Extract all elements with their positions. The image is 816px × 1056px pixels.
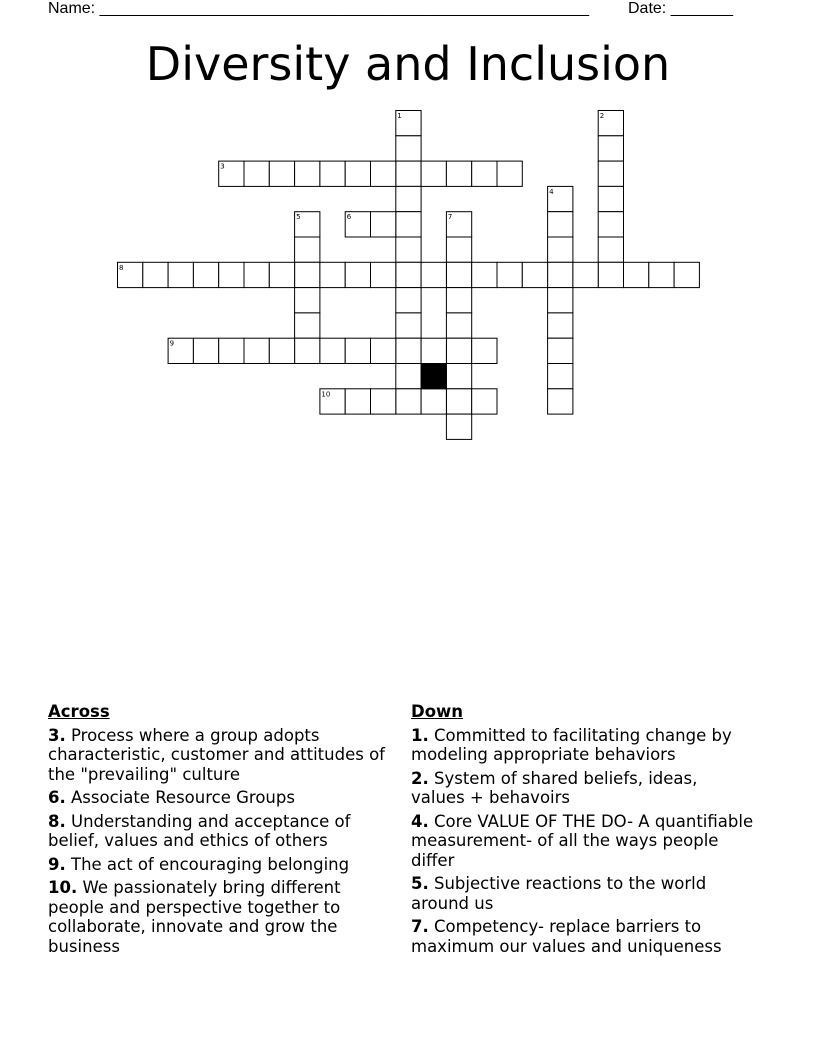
- grid-cell[interactable]: [219, 338, 244, 363]
- grid-cell[interactable]: [193, 338, 218, 363]
- grid-cell[interactable]: [446, 161, 471, 186]
- grid-cell[interactable]: [295, 237, 320, 262]
- clue-across-8: [48, 812, 398, 851]
- grid-cell[interactable]: [143, 262, 168, 287]
- grid-cell[interactable]: [472, 338, 497, 363]
- clue-number: 8.: [48, 811, 66, 831]
- grid-cell[interactable]: [573, 262, 598, 287]
- grid-cell[interactable]: [396, 364, 421, 389]
- grid-cell[interactable]: [548, 212, 573, 237]
- clue-across-9: [48, 855, 398, 875]
- grid-cell[interactable]: [371, 212, 396, 237]
- grid-cell[interactable]: [421, 338, 446, 363]
- crossword-grid: [0, 0, 816, 460]
- clue-number: 7.: [411, 917, 429, 936]
- grid-cell[interactable]: [244, 161, 269, 186]
- clue-text: System of shared beliefs, ideas, values + behavoirs: [411, 768, 698, 807]
- grid-cell[interactable]: [446, 313, 471, 338]
- grid-cell[interactable]: [497, 161, 522, 186]
- clue-number: 10.: [48, 878, 78, 897]
- clue-down-2: [411, 769, 756, 808]
- grid-cell[interactable]: [396, 313, 421, 338]
- grid-cell[interactable]: [624, 262, 649, 287]
- grid-number: 10: [321, 390, 331, 399]
- clue-text: Process where a group adopts characteristic, customer and attitudes of the "prevailing" culture: [48, 725, 385, 784]
- clue-down-7: [411, 917, 756, 956]
- grid-cell[interactable]: [396, 212, 421, 237]
- clue-text: Competency- replace barriers to maximum our values and uniqueness: [411, 917, 722, 956]
- grid-cell[interactable]: [446, 389, 471, 414]
- grid-cell[interactable]: [371, 161, 396, 186]
- grid-cell[interactable]: [295, 161, 320, 186]
- grid-number: 9: [169, 339, 175, 348]
- grid-cell[interactable]: [598, 237, 623, 262]
- name-field[interactable]: Name: _______________________________________________________: [48, 0, 589, 17]
- grid-cell[interactable]: [446, 262, 471, 287]
- clue-across-6: [48, 788, 398, 808]
- grid-cell[interactable]: [269, 338, 294, 363]
- grid-cell[interactable]: [244, 262, 269, 287]
- grid-cell[interactable]: [446, 364, 471, 389]
- grid-cell[interactable]: [320, 262, 345, 287]
- grid-cell[interactable]: [345, 338, 370, 363]
- clue-number: 5.: [411, 874, 429, 893]
- across-clues: [48, 702, 398, 960]
- grid-number: 3: [220, 162, 225, 171]
- grid-cell[interactable]: [371, 262, 396, 287]
- grid-cell[interactable]: [371, 389, 396, 414]
- grid-cell[interactable]: [269, 161, 294, 186]
- clue-text: Core VALUE OF THE DO- A quantifiable measurement- of all the ways people differ: [411, 811, 754, 870]
- grid-cell[interactable]: [244, 338, 269, 363]
- grid-cell[interactable]: [371, 338, 396, 363]
- clue-down-1: [411, 726, 756, 765]
- clue-across-3: [48, 726, 398, 785]
- grid-cell[interactable]: [168, 262, 193, 287]
- grid-cell[interactable]: [345, 389, 370, 414]
- grid-cell[interactable]: [421, 262, 446, 287]
- grid-cell[interactable]: [674, 262, 699, 287]
- clue-number: 9.: [48, 854, 66, 874]
- clue-number: 3.: [48, 725, 66, 745]
- grid-cell[interactable]: [396, 288, 421, 313]
- grid-cell[interactable]: [396, 237, 421, 262]
- clue-across-10: [48, 878, 398, 956]
- grid-number: 5: [296, 213, 301, 222]
- grid-cell[interactable]: [396, 136, 421, 161]
- grid-cell[interactable]: [396, 338, 421, 363]
- clue-text: We passionately bring different people and perspective together to collaborate, innovate and grow the business: [48, 878, 341, 956]
- page-title: Diversity and Inclusion: [145, 37, 671, 91]
- grid-cell[interactable]: [497, 262, 522, 287]
- grid-cell[interactable]: [269, 262, 294, 287]
- clue-number: 1.: [411, 725, 429, 745]
- grid-cell[interactable]: [295, 262, 320, 287]
- grid-cell[interactable]: [472, 389, 497, 414]
- grid-cell[interactable]: [396, 186, 421, 211]
- grid-cell[interactable]: [548, 262, 573, 287]
- grid-cell[interactable]: [598, 161, 623, 186]
- clue-number: 2.: [411, 768, 429, 788]
- grid-cell[interactable]: [295, 338, 320, 363]
- clue-text: Associate Resource Groups: [71, 788, 295, 807]
- grid-cell[interactable]: [345, 262, 370, 287]
- down-heading: Down: [411, 702, 464, 721]
- clue-number: 4.: [411, 811, 429, 831]
- grid-cell[interactable]: [295, 313, 320, 338]
- grid-number: 6: [346, 213, 352, 222]
- grid-cell[interactable]: [522, 262, 547, 287]
- grid-cell[interactable]: [598, 262, 623, 287]
- grid-cell[interactable]: [548, 288, 573, 313]
- grid-cell[interactable]: [320, 338, 345, 363]
- grid-cell[interactable]: [421, 389, 446, 414]
- grid-cell[interactable]: [548, 313, 573, 338]
- down-clues: [411, 702, 756, 960]
- grid-cell[interactable]: [548, 237, 573, 262]
- clue-down-4: [411, 812, 756, 871]
- date-field[interactable]: Date: _______: [628, 0, 733, 17]
- grid-cell[interactable]: [598, 186, 623, 211]
- grid-cell[interactable]: [446, 338, 471, 363]
- grid-cell[interactable]: [320, 161, 345, 186]
- grid-number: 1: [397, 112, 402, 120]
- grid-cell[interactable]: [548, 364, 573, 389]
- grid-number: 7: [447, 213, 453, 222]
- grid-cell[interactable]: [446, 414, 471, 439]
- grid-cell[interactable]: [548, 389, 573, 414]
- clue-text: Subjective reactions to the world around us: [411, 874, 707, 913]
- clue-text: Understanding and acceptance of belief, values and ethics of others: [48, 811, 351, 850]
- grid-cell[interactable]: [446, 237, 471, 262]
- grid-cell[interactable]: [396, 262, 421, 287]
- clue-text: The act of encouraging belonging: [71, 854, 350, 874]
- grid-cell[interactable]: [421, 161, 446, 186]
- grid-cell[interactable]: [472, 262, 497, 287]
- grid-cell[interactable]: [219, 262, 244, 287]
- clue-down-5: [411, 874, 756, 913]
- grid-cell[interactable]: [295, 288, 320, 313]
- grid-cell[interactable]: [598, 212, 623, 237]
- grid-cell[interactable]: [548, 338, 573, 363]
- across-heading: Across: [48, 702, 110, 721]
- clue-number: 6.: [48, 788, 66, 807]
- grid-cell[interactable]: [446, 288, 471, 313]
- grid-cell[interactable]: [345, 161, 370, 186]
- black-square: [421, 364, 446, 389]
- grid-cell[interactable]: [598, 136, 623, 161]
- clue-text: Committed to facilitating change by modeling appropriate behaviors: [411, 725, 732, 764]
- grid-cell[interactable]: [472, 161, 497, 186]
- grid-cell[interactable]: [649, 262, 674, 287]
- grid-cell[interactable]: [396, 389, 421, 414]
- grid-number: 4: [549, 187, 554, 196]
- grid-number: 2: [599, 112, 605, 120]
- grid-cell[interactable]: [193, 262, 218, 287]
- grid-cell[interactable]: [396, 161, 421, 186]
- grid-number: 8: [119, 263, 124, 272]
